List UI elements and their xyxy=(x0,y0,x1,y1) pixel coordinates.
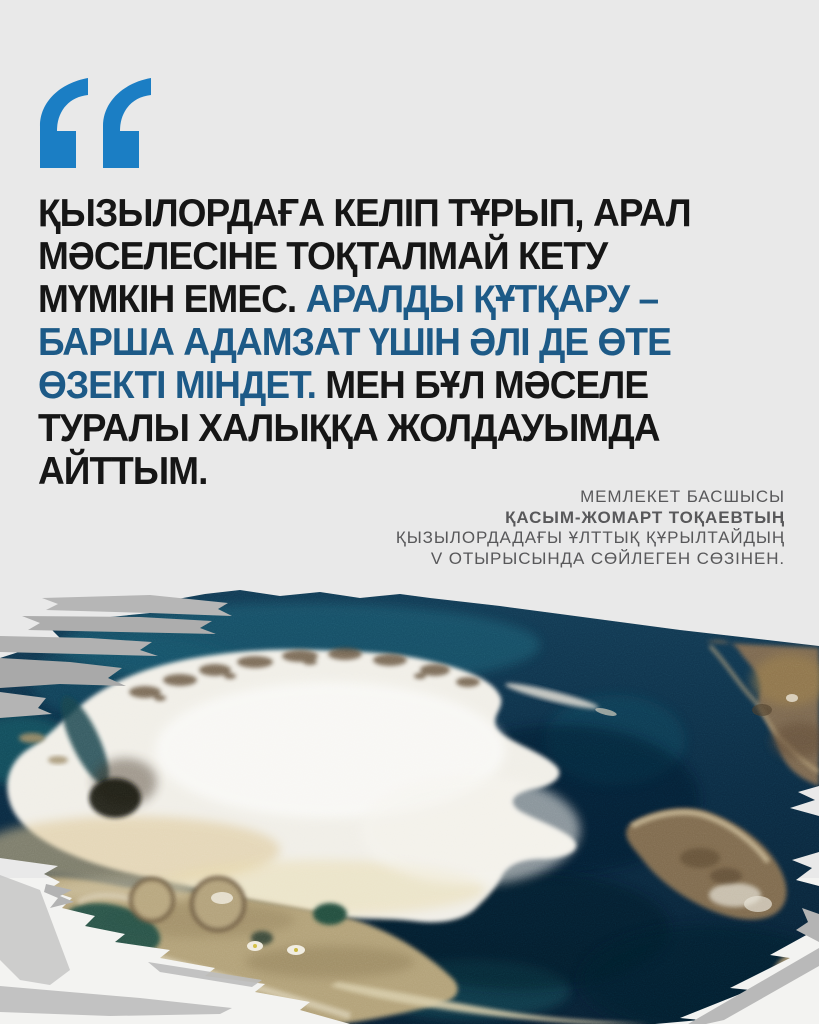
quote-segment-accent: БАРША АДАМЗАТ ҮШІН ӘЛІ ДЕ ӨТЕ xyxy=(38,321,671,364)
quote-line xyxy=(38,364,798,407)
attribution-name: ҚАСЫМ-ЖОМАРТ ТОҚАЕВТЫҢ xyxy=(505,507,785,527)
attribution-line: V ОТЫРЫСЫНДА СӨЙЛЕГЕН СӨЗІНЕН. xyxy=(430,548,785,568)
aral-sea-satellite-image xyxy=(0,590,819,1024)
attribution-line: ҚЫЗЫЛОРДАДАҒЫ ҰЛТТЫҚ ҚҰРЫЛТАЙДЫҢ xyxy=(395,528,785,547)
quote-line xyxy=(38,192,798,235)
quotation-marks-icon xyxy=(36,76,152,170)
quote-segment: МҮМКІН ЕМЕС. xyxy=(38,278,306,321)
quote-line xyxy=(38,321,798,364)
quote-line xyxy=(38,278,798,321)
quote-segment: АЙТТЫМ. xyxy=(38,450,208,493)
attribution-line: МЕМЛЕКЕТ БАСШЫСЫ xyxy=(580,487,785,506)
quote-segment-accent: АРАЛДЫ ҚҰТҚАРУ – xyxy=(305,278,659,321)
quote-line xyxy=(38,407,798,450)
quote-text xyxy=(38,192,798,493)
quote-segment: ҚЫЗЫЛОРДАҒА КЕЛІП ТҰРЫП, АРАЛ xyxy=(38,192,691,235)
quote-segment: ТУРАЛЫ ХАЛЫҚҚА ЖОЛДАУЫМДА xyxy=(38,407,660,450)
quote-segment: МӘСЕЛЕСІНЕ ТОҚТАЛМАЙ КЕТУ xyxy=(38,235,608,278)
quote-segment: МЕН БҰЛ МӘСЕЛЕ xyxy=(315,364,649,407)
quote-segment-accent: ӨЗЕКТІ МІНДЕТ. xyxy=(38,364,316,407)
attribution xyxy=(396,487,785,569)
quote-line xyxy=(38,235,798,278)
